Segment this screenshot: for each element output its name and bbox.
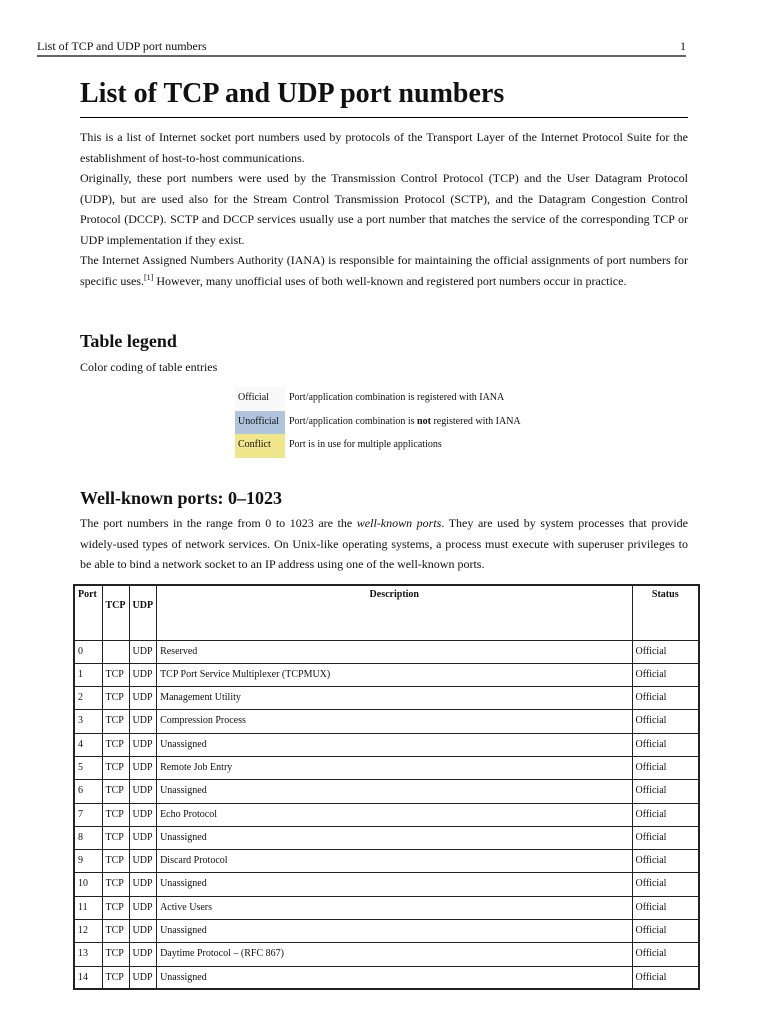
cell-description: Echo Protocol: [157, 803, 632, 826]
cell-description: TCP Port Service Multiplexer (TCPMUX): [157, 663, 632, 686]
table-row: [74, 966, 699, 989]
cell-port: 10: [74, 873, 102, 896]
cell-tcp: [102, 640, 129, 663]
cell-udp: UDP: [129, 943, 157, 966]
cell-description: Unassigned: [157, 873, 632, 896]
cell-description: Unassigned: [157, 733, 632, 756]
header-port: Port: [74, 585, 102, 640]
cell-tcp: TCP: [102, 920, 129, 943]
cell-description: Remote Job Entry: [157, 756, 632, 779]
legend-row-unofficial: [235, 411, 524, 435]
cell-udp: UDP: [129, 640, 157, 663]
cell-description: Management Utility: [157, 687, 632, 710]
cell-port: 0: [74, 640, 102, 663]
cell-description: Compression Process: [157, 710, 632, 733]
cell-tcp: TCP: [102, 710, 129, 733]
cell-udp: UDP: [129, 780, 157, 803]
intro-paragraph-1: This is a list of Internet socket port numbers used by protocols of the Transport Layer of the Internet Protocol Suite for the establishment of host-to-host communications.: [80, 130, 688, 165]
legend-row-conflict: [235, 434, 524, 458]
cell-udp: UDP: [129, 663, 157, 686]
cell-port: 5: [74, 756, 102, 779]
page-title: List of TCP and UDP port numbers: [80, 76, 688, 118]
cell-status: Official: [632, 826, 699, 849]
table-row: [74, 780, 699, 803]
cell-udp: UDP: [129, 850, 157, 873]
cell-status: Official: [632, 966, 699, 989]
cell-port: 2: [74, 687, 102, 710]
cell-tcp: TCP: [102, 966, 129, 989]
table-row: [74, 663, 699, 686]
table-row: [74, 640, 699, 663]
cell-udp: UDP: [129, 803, 157, 826]
cell-status: Official: [632, 663, 699, 686]
legend-desc-official: Port/application combination is registered with IANA: [289, 392, 505, 403]
cell-udp: UDP: [129, 966, 157, 989]
legend-row-official: [235, 387, 524, 411]
cell-status: Official: [632, 710, 699, 733]
cell-description: Reserved: [157, 640, 632, 663]
cell-tcp: TCP: [102, 896, 129, 919]
cell-port: 7: [74, 803, 102, 826]
legend-swatch-official: Official: [235, 387, 285, 411]
cell-port: 9: [74, 850, 102, 873]
legend-heading: Table legend: [80, 331, 177, 351]
cell-udp: UDP: [129, 710, 157, 733]
cell-description: Active Users: [157, 896, 632, 919]
cell-udp: UDP: [129, 826, 157, 849]
cell-tcp: TCP: [102, 803, 129, 826]
cell-tcp: TCP: [102, 826, 129, 849]
legend-table: [235, 387, 524, 458]
cell-status: Official: [632, 780, 699, 803]
cell-description: Unassigned: [157, 826, 632, 849]
cell-port: 4: [74, 733, 102, 756]
cell-status: Official: [632, 640, 699, 663]
cell-status: Official: [632, 756, 699, 779]
page-number: 1: [680, 39, 686, 53]
table-row: [74, 710, 699, 733]
cell-udp: UDP: [129, 920, 157, 943]
cell-description: Unassigned: [157, 920, 632, 943]
cell-description: Discard Protocol: [157, 850, 632, 873]
cell-port: 14: [74, 966, 102, 989]
table-row: [74, 943, 699, 966]
table-row: [74, 896, 699, 919]
cell-udp: UDP: [129, 756, 157, 779]
cell-port: 3: [74, 710, 102, 733]
header-status: Status: [632, 585, 699, 640]
table-row: [74, 826, 699, 849]
cell-port: 6: [74, 780, 102, 803]
table-row: [74, 850, 699, 873]
table-row: [74, 756, 699, 779]
cell-tcp: TCP: [102, 733, 129, 756]
cell-tcp: TCP: [102, 756, 129, 779]
cell-port: 11: [74, 896, 102, 919]
cell-tcp: TCP: [102, 780, 129, 803]
cell-status: Official: [632, 850, 699, 873]
well-known-heading: Well-known ports: 0–1023: [80, 488, 283, 508]
cell-tcp: TCP: [102, 687, 129, 710]
intro-paragraph-2: Originally, these port numbers were used by the Transmission Control Protocol (TCP) and the User Datagram Protocol (UDP), but are used also for the Stream Control Transmission Protocol (SCTP), and the Datagram Congestion Control Protocol (DCCP). SCTP and DCCP services usually use a port number that matches the service of the corresponding TCP or UDP implementation if they exist.: [80, 171, 688, 247]
cell-tcp: TCP: [102, 873, 129, 896]
table-row: [74, 873, 699, 896]
table-row: [74, 687, 699, 710]
running-header: [37, 37, 686, 57]
cell-port: 12: [74, 920, 102, 943]
legend-swatch-unofficial: Unofficial: [235, 411, 285, 435]
table-row: [74, 920, 699, 943]
table-row: [74, 733, 699, 756]
cell-tcp: TCP: [102, 943, 129, 966]
running-header-title: List of TCP and UDP port numbers: [37, 39, 207, 53]
cell-description: Unassigned: [157, 780, 632, 803]
cell-description: Daytime Protocol – (RFC 867): [157, 943, 632, 966]
header-description: Description: [157, 585, 632, 640]
legend-desc-unofficial: Port/application combination is not registered with IANA: [289, 415, 521, 427]
cell-status: Official: [632, 687, 699, 710]
cell-udp: UDP: [129, 687, 157, 710]
cell-tcp: TCP: [102, 850, 129, 873]
cell-port: 8: [74, 826, 102, 849]
cell-tcp: TCP: [102, 663, 129, 686]
cell-port: 1: [74, 663, 102, 686]
header-tcp: TCP: [102, 585, 129, 640]
cell-udp: UDP: [129, 896, 157, 919]
table-row: [74, 803, 699, 826]
cell-status: Official: [632, 920, 699, 943]
cell-status: Official: [632, 943, 699, 966]
cell-status: Official: [632, 873, 699, 896]
ports-table: [73, 584, 700, 990]
legend-swatch-conflict: Conflict: [235, 434, 285, 458]
legend-caption: Color coding of table entries: [80, 360, 218, 374]
cell-status: Official: [632, 896, 699, 919]
cell-udp: UDP: [129, 873, 157, 896]
reference-link[interactable]: [1]: [143, 272, 154, 282]
header-udp: UDP: [129, 585, 157, 640]
cell-status: Official: [632, 733, 699, 756]
cell-status: Official: [632, 803, 699, 826]
legend-desc-conflict: Port is in use for multiple applications: [289, 439, 442, 450]
well-known-paragraph: The port numbers in the range from 0 to 1023 are the well-known ports. They are used by system processes that provide widely-used types of network services. On Unix-like operating systems, a process must execute with superuser privileges to be able to bind a network socket to an IP address using one of the well-known ports.: [80, 516, 688, 571]
cell-udp: UDP: [129, 733, 157, 756]
table-header-row: [74, 585, 699, 640]
cell-description: Unassigned: [157, 966, 632, 989]
intro-paragraph-3: The Internet Assigned Numbers Authority (IANA) is responsible for maintaining the official assignments of port numbers for specific uses.[1] However, many unofficial uses of both well-known and registered port numbers occur in practice.: [80, 253, 688, 288]
cell-port: 13: [74, 943, 102, 966]
